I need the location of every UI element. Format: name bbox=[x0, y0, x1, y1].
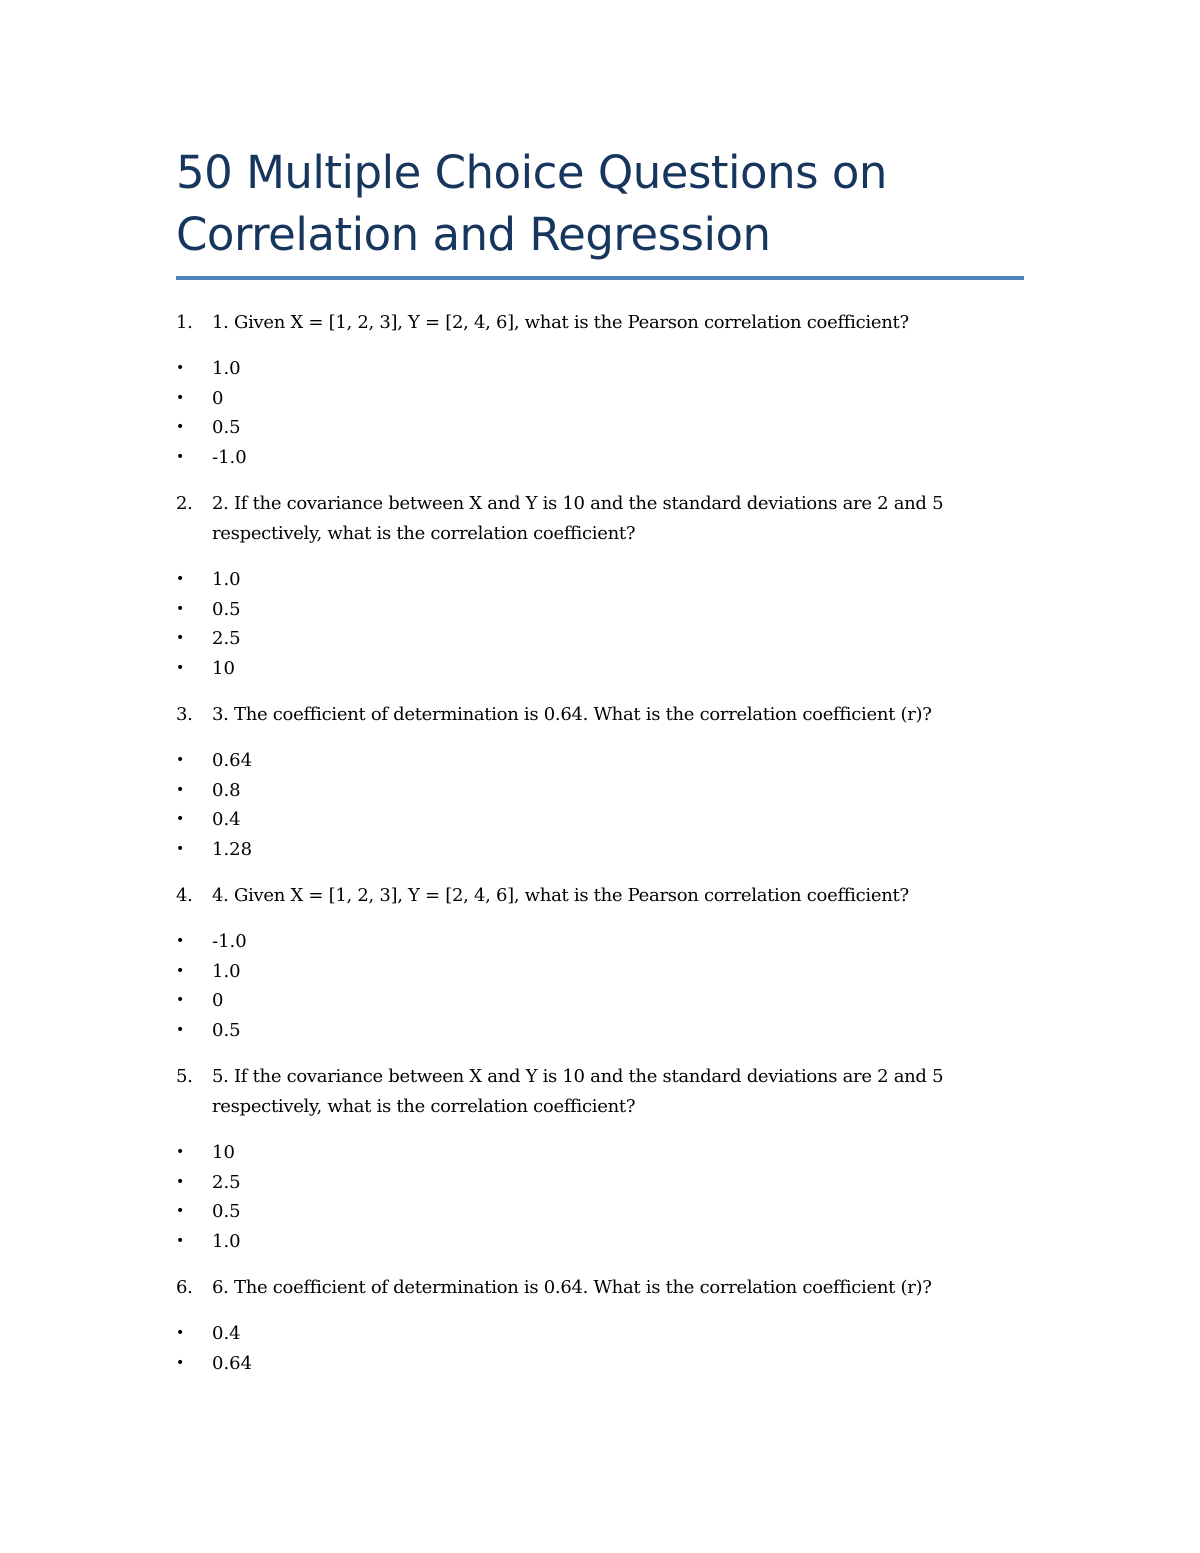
bullet-icon: • bbox=[176, 781, 185, 798]
question-text: 1. Given X = [1, 2, 3], Y = [2, 4, 6], what is the Pearson correlation coefficient? bbox=[212, 312, 909, 333]
question-line bbox=[176, 1273, 1024, 1303]
bullet-icon: • bbox=[176, 1325, 185, 1341]
document-page bbox=[176, 0, 1024, 1395]
option-text: 2.5 bbox=[212, 628, 241, 649]
option-item bbox=[176, 776, 1024, 806]
question-text: 3. The coefficient of determination is 0.64. What is the correlation coefficient (r)? bbox=[212, 704, 932, 725]
option-text: 0.5 bbox=[212, 598, 241, 620]
bullet-icon: • bbox=[176, 840, 185, 857]
option-text: 10 bbox=[212, 657, 235, 679]
question-item bbox=[176, 1273, 1024, 1378]
bullet-icon: • bbox=[176, 1144, 185, 1160]
question-text: 5. If the covariance between X and Y is 10 and the standard deviations are 2 and 5 respectively, what is the correlation coefficient? bbox=[212, 1066, 944, 1117]
question-item bbox=[176, 881, 1024, 1045]
bullet-icon: • bbox=[176, 630, 185, 646]
option-list bbox=[176, 354, 1024, 472]
option-text: 0.4 bbox=[212, 1323, 241, 1344]
option-text: 0.5 bbox=[212, 1201, 241, 1222]
bullet-icon: • bbox=[176, 571, 185, 587]
option-text: 0.5 bbox=[212, 417, 241, 438]
option-item bbox=[176, 1168, 1024, 1198]
bullet-icon: • bbox=[176, 1232, 185, 1249]
option-item bbox=[176, 413, 1024, 443]
bullet-icon: • bbox=[176, 1173, 185, 1190]
option-item bbox=[176, 624, 1024, 654]
question-number: 5. bbox=[176, 1066, 193, 1087]
option-item bbox=[176, 565, 1024, 595]
bullet-icon: • bbox=[176, 389, 185, 406]
bullet-icon: • bbox=[176, 1203, 185, 1219]
question-line bbox=[176, 700, 1024, 730]
option-item bbox=[176, 1319, 1024, 1349]
option-text: 0 bbox=[212, 990, 224, 1011]
question-list bbox=[176, 308, 1024, 1378]
bullet-icon: • bbox=[176, 933, 185, 949]
option-text: 1.0 bbox=[212, 569, 241, 590]
option-list bbox=[176, 1138, 1024, 1256]
question-text: 4. Given X = [1, 2, 3], Y = [2, 4, 6], what is the Pearson correlation coefficient? bbox=[212, 885, 909, 906]
option-text: 0.64 bbox=[212, 1352, 253, 1374]
option-item bbox=[176, 1349, 1024, 1379]
option-item bbox=[176, 835, 1024, 865]
option-item bbox=[176, 443, 1024, 473]
option-text: 0.5 bbox=[212, 1019, 241, 1041]
bullet-icon: • bbox=[176, 600, 185, 617]
question-line bbox=[176, 881, 1024, 911]
question-number: 3. bbox=[176, 704, 193, 725]
option-list bbox=[176, 746, 1024, 864]
option-item bbox=[176, 1016, 1024, 1046]
bullet-icon: • bbox=[176, 1021, 185, 1038]
bullet-icon: • bbox=[176, 360, 185, 376]
question-text: 2. If the covariance between X and Y is 10 and the standard deviations are 2 and 5 respectively, what is the correlation coefficient? bbox=[212, 493, 944, 544]
option-item bbox=[176, 1138, 1024, 1168]
bullet-icon: • bbox=[176, 992, 185, 1008]
bullet-icon: • bbox=[176, 659, 185, 676]
option-text: 0.64 bbox=[212, 750, 253, 771]
option-item bbox=[176, 595, 1024, 625]
question-line bbox=[176, 308, 1024, 338]
option-item bbox=[176, 1227, 1024, 1257]
option-text: 1.28 bbox=[212, 838, 253, 860]
bullet-icon: • bbox=[176, 419, 185, 435]
question-item bbox=[176, 700, 1024, 864]
option-text: -1.0 bbox=[212, 931, 247, 952]
question-number: 6. bbox=[176, 1277, 193, 1298]
option-item bbox=[176, 1197, 1024, 1227]
document-title: 50 Multiple Choice Questions on Correlation and Regression bbox=[176, 0, 1024, 280]
question-item bbox=[176, 1062, 1024, 1256]
bullet-icon: • bbox=[176, 448, 185, 465]
option-item bbox=[176, 957, 1024, 987]
option-list bbox=[176, 1319, 1024, 1378]
option-text: 0.4 bbox=[212, 809, 241, 830]
option-text: 1.0 bbox=[212, 1230, 241, 1252]
option-text: 1.0 bbox=[212, 960, 241, 982]
question-number: 4. bbox=[176, 885, 193, 906]
question-line bbox=[176, 489, 1024, 549]
bullet-icon: • bbox=[176, 752, 185, 768]
option-text: 1.0 bbox=[212, 358, 241, 379]
option-item bbox=[176, 384, 1024, 414]
option-text: 2.5 bbox=[212, 1171, 241, 1193]
option-text: 0.8 bbox=[212, 779, 241, 801]
question-number: 2. bbox=[176, 493, 193, 514]
option-item bbox=[176, 654, 1024, 684]
option-item bbox=[176, 986, 1024, 1016]
option-list bbox=[176, 927, 1024, 1045]
option-text: 0 bbox=[212, 387, 224, 409]
option-item bbox=[176, 746, 1024, 776]
option-item bbox=[176, 354, 1024, 384]
bullet-icon: • bbox=[176, 962, 185, 979]
option-text: -1.0 bbox=[212, 446, 247, 468]
option-list bbox=[176, 565, 1024, 683]
question-number: 1. bbox=[176, 312, 193, 333]
question-item bbox=[176, 489, 1024, 683]
bullet-icon: • bbox=[176, 1354, 185, 1371]
bullet-icon: • bbox=[176, 811, 185, 827]
option-text: 10 bbox=[212, 1142, 235, 1163]
option-item bbox=[176, 805, 1024, 835]
option-item bbox=[176, 927, 1024, 957]
question-line bbox=[176, 1062, 1024, 1122]
question-text: 6. The coefficient of determination is 0.64. What is the correlation coefficient (r)? bbox=[212, 1277, 932, 1298]
question-item bbox=[176, 308, 1024, 472]
